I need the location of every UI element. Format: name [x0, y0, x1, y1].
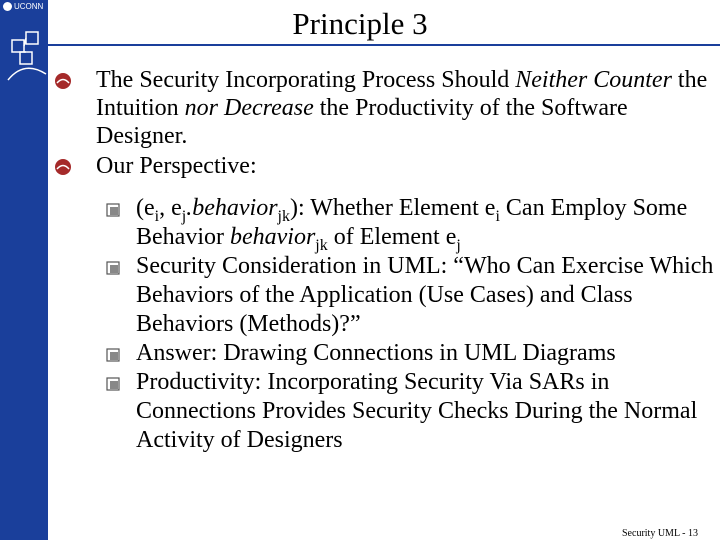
subscript: i — [495, 207, 500, 225]
subscript: j — [456, 236, 461, 254]
sub-text: , e — [159, 195, 182, 221]
sub-text: of Element e — [327, 224, 457, 250]
bullet-text: the Productivity of the Software Designer. — [96, 95, 628, 149]
bullet-icon — [52, 156, 74, 178]
sub-text-italic: behavior — [229, 224, 316, 250]
bullet-principle-statement — [96, 66, 711, 150]
subscript: i — [154, 207, 160, 225]
sub-text: (e — [136, 195, 155, 221]
bullet-text: The Security Incorporating Process Should — [96, 67, 516, 93]
subbullet-answer: Answer: Drawing Connections in UML Diagrams — [136, 340, 616, 366]
slide-footer: Security UML - 13 — [622, 528, 699, 539]
subscript: jk — [315, 236, 328, 254]
emphasis-neither-counter: Neither Counter — [515, 67, 672, 93]
slide-title: Principle 3 — [292, 6, 428, 41]
sub-text: ): Whether Element e — [289, 195, 496, 221]
title-underline — [48, 44, 720, 46]
subbullet-productivity: Productivity: Incorporating Security Via SARs in Connections Provides Security Checks During the Normal Activity of Designers — [136, 369, 698, 453]
square-bullet-icon — [106, 261, 120, 275]
square-bullet-icon — [106, 348, 120, 362]
bullet-icon — [52, 70, 74, 92]
sub-text: Can Employ Some Behavior — [136, 195, 688, 250]
bullet-text: the Intuition — [96, 67, 708, 121]
square-bullet-icon — [106, 377, 120, 391]
square-bullet-icon — [106, 203, 120, 217]
subscript: jk — [277, 207, 290, 225]
subbullet-security-consideration: Security Consideration in UML: “Who Can Exercise Which Behaviors of the Application (Use Cases) and Class Behaviors (Methods)?” — [136, 253, 714, 337]
brand-text: UCONN — [14, 2, 44, 11]
sub-text-italic: .behavior — [186, 195, 278, 221]
bullet-our-perspective: Our Perspective: — [96, 153, 257, 179]
emphasis-nor-decrease: nor Decrease — [184, 95, 314, 121]
subscript: j — [181, 207, 187, 225]
sidebar-band — [0, 0, 48, 540]
subbullet-element-behavior — [136, 194, 716, 252]
